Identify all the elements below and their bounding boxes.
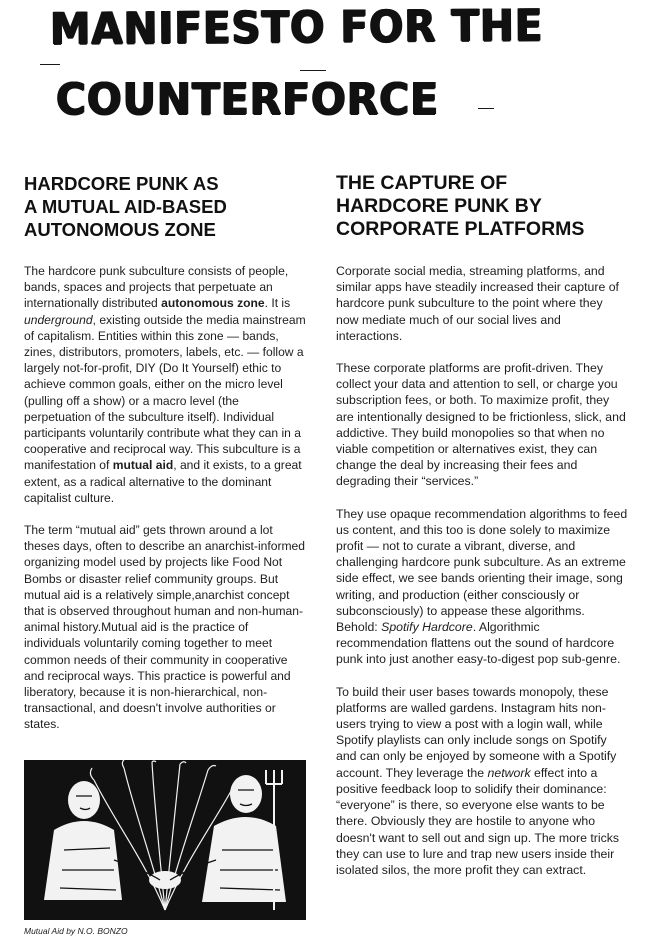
right-paragraph-3: They use opaque recommendation algorithms to feed us content, and this too is done solely to maximize profit — not to curate a vibrant, diverse, and challenging hardcore punk subculture. As an extreme side effect, we see bands orienting their image, song writing, and production (either consciously or subconsciously) to appease these algorithms. Behold: Spotify Hardcore. Algorithmic recommendation flattens out the sound of hardcore punk into just another easy-to-digest pop sub-genre.: [336, 506, 628, 667]
print-scuff-mark: [300, 70, 326, 71]
manifesto-title-line-2: COUNTERFORCE: [56, 74, 440, 125]
term-underground: underground: [24, 312, 93, 327]
right-paragraph-1: Corporate social media, streaming platforms, and similar apps have steadily increased their capture of hardcore punk subculture to the point where they now mediate much of our social lives and interactions.: [336, 264, 619, 343]
left-column: [24, 172, 308, 749]
term-network: network: [487, 765, 531, 780]
illustration-caption: Mutual Aid by N.O. BONZO: [24, 926, 128, 936]
heading-line: HARDCORE PUNK AS: [24, 173, 219, 194]
left-paragraph-2: The term “mutual aid” gets thrown around a lot theses days, often to describe an anarchist-informed organizing model used by projects like Food Not Bombs or disaster relief community groups. But mutual aid is a relatively simple,anarchist concept that is observed throughout human and non-human-animal history.Mutual aid is the practice of individuals voluntarily coming together to meet common needs of their community in cooperative and reciprocal ways. This practice is powerful and liberatory, because it is non-hierarchical, non-transactional, and doesn't involve authorities or states.: [24, 523, 305, 732]
heading-line: THE CAPTURE OF: [336, 172, 508, 194]
right-paragraph-2: These corporate platforms are profit-driven. They collect your data and attention to sell, or charge you subscription fees, or both. To maximize profit, they are intentionally designed to be frictionless, slick, and addictive. They build monopolies so that when no viable competition or alternatives exist, they can change the deal by increasing their fees and degrading their “services.”: [336, 361, 626, 489]
right-section-heading: [336, 172, 628, 241]
heading-line: A MUTUAL AID-BASED: [24, 196, 227, 217]
heading-line: CORPORATE PLATFORMS: [336, 218, 585, 240]
heading-line: HARDCORE PUNK BY: [336, 195, 542, 217]
manifesto-title-line-1: MANIFESTO FOR THE: [49, 0, 544, 55]
right-paragraph-4: To build their user bases towards monopoly, these platforms are walled gardens. Instagram hits non-users trying to view a post with a login wall, while Spotify playlists can only include songs on Spotify and can only be enjoyed by someone with a Spotify account. They leverage the network effect into a positive feedback loop to solidify their dominance: “everyone” is there, so everyone else wants to be there. Obviously they are hostile to anyone who doesn't want to sell out and sign up. The more tricks they can use to lure and trap new users inside their isolated silos, the more profit they can extract.: [336, 684, 620, 877]
right-column: [336, 172, 628, 894]
print-scuff-mark: [40, 64, 60, 65]
mutual-aid-woodcut-illustration: [24, 760, 306, 920]
term-mutual-aid: mutual aid: [112, 458, 174, 473]
print-scuff-mark: [478, 108, 494, 109]
left-paragraph-1: The hardcore punk subculture consists of people, bands, spaces and projects that perpetuate an internationally distributed autonomous zone. It is underground, existing outside the media mainstream of capitalism. Entities within this zone — bands, zines, distributors, promoters, labels, etc. — follow a largely not-for-profit, DIY (Do It Yourself) ethic to achieve common goals, either on the micro level (pulling off a show) or a macro level (the perpetuation of the subculture itself). Individual participants voluntarily contribute what they can in a cooperative and reciprocal way. This subculture is a manifestation of mutual aid, and it exists, to a great extent, as a radical alternative to the dominant capitalist culture.: [24, 264, 306, 505]
term-spotify-hardcore: Spotify Hardcore: [381, 620, 473, 635]
heading-line: AUTONOMOUS ZONE: [24, 219, 216, 240]
left-section-heading: [24, 172, 308, 241]
term-autonomous-zone: autonomous zone: [161, 296, 265, 311]
